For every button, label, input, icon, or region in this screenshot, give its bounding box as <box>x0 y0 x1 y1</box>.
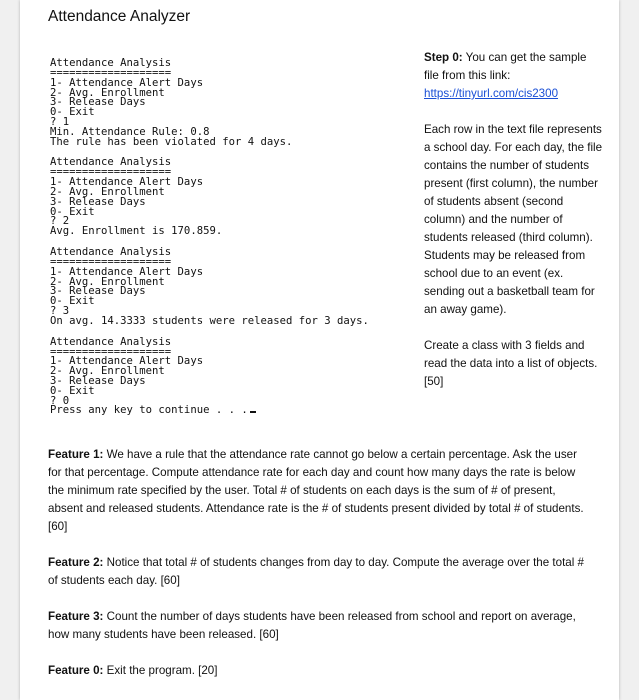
document-page <box>20 0 619 700</box>
console-heading: Attendance Analysis <box>50 156 172 169</box>
console-menu-item: 0- Exit <box>50 106 95 119</box>
console-menu-item: 3- Release Days <box>50 96 146 109</box>
console-menu-item: 0- Exit <box>50 384 95 397</box>
console-prompt: ? 0 <box>50 394 70 407</box>
features-section <box>48 446 593 698</box>
feature-label: Feature 3: <box>48 610 104 623</box>
feature-2-paragraph <box>48 554 593 590</box>
console-heading: Attendance Analysis <box>50 57 172 69</box>
console-menu-item: 2- Avg. Enrollment <box>50 185 165 198</box>
console-separator: =================== <box>50 67 172 79</box>
console-menu-item: 3- Release Days <box>50 374 146 387</box>
feature-label: Feature 2: <box>48 556 104 569</box>
console-menu-item: 1- Attendance Alert Days <box>50 76 204 89</box>
console-output-line: On avg. 14.3333 students were released for 3 days. <box>50 314 369 327</box>
class-instruction-paragraph: Create a class with 3 fields and read the data into a list of objects. [50] <box>424 339 598 388</box>
data-description-paragraph: Each row in the text file represents a school day. For each day, the file contains the number of students present (first column), the number of students absent (second column) and the number of students released (third column). Students may be released from school due to an event (ex. sending out a basketball team for an away game). <box>424 123 603 316</box>
console-block <box>50 156 420 237</box>
console-prompt: ? 2 <box>50 215 70 228</box>
console-heading: Attendance Analysis <box>50 245 172 258</box>
console-block <box>50 246 420 327</box>
cursor-icon <box>250 411 256 413</box>
feature-label: Feature 0: <box>48 664 104 677</box>
console-menu-item: 2- Avg. Enrollment <box>50 275 165 288</box>
console-output <box>50 57 420 425</box>
console-menu-item: 1- Attendance Alert Days <box>50 265 204 278</box>
feature-text: Count the number of days students have been released from school and report on average, how many students have been released. [60] <box>48 610 576 641</box>
console-menu-item: 2- Avg. Enrollment <box>50 86 165 99</box>
feature-3-paragraph <box>48 608 593 644</box>
console-separator: =================== <box>50 166 172 179</box>
step0-text: You can get the sample file from this link: <box>424 51 587 82</box>
console-menu-item: 3- Release Days <box>50 195 146 208</box>
console-output-line: The rule has been violated for 4 days. <box>50 135 293 148</box>
console-menu-item: 1- Attendance Alert Days <box>50 176 204 189</box>
console-menu-item: 3- Release Days <box>50 285 146 298</box>
console-block <box>50 336 420 417</box>
console-continue-text: Press any key to continue . . . <box>50 404 248 417</box>
console-prompt: ? 3 <box>50 304 70 317</box>
console-menu-item: 2- Avg. Enrollment <box>50 365 165 378</box>
feature-1-paragraph <box>48 446 593 536</box>
console-output-line <box>50 406 420 416</box>
feature-0-paragraph <box>48 662 593 680</box>
feature-text: Notice that total # of students changes from day to day. Compute the average over the total # of students each day. [60] <box>48 556 584 587</box>
feature-label: Feature 1: <box>48 448 104 461</box>
instructions-column <box>424 49 604 391</box>
feature-text: We have a rule that the attendance rate cannot go below a certain percentage. Ask the user for that percentage. Compute attendance rate for each day and count how many days the rate is below the minimum rate specified by the user. Total # of students on each days is the sum of # of present, absent and released students. Attendance rate is the # of students present divided by total # of students. [60] <box>48 448 584 533</box>
step0-paragraph <box>424 49 604 103</box>
console-separator: =================== <box>50 255 172 268</box>
sample-file-link[interactable]: https://tinyurl.com/cis2300 <box>424 87 559 100</box>
console-menu-item: 0- Exit <box>50 295 95 308</box>
console-menu-item: 0- Exit <box>50 205 95 218</box>
console-prompt: ? 1 <box>50 115 70 128</box>
console-menu-item: 1- Attendance Alert Days <box>50 355 204 368</box>
console-block <box>50 57 420 147</box>
step0-label: Step 0: <box>424 51 463 64</box>
console-output-line: Avg. Enrollment is 170.859. <box>50 225 223 238</box>
console-output-line: Min. Attendance Rule: 0.8 <box>50 125 210 138</box>
console-separator: =================== <box>50 345 172 358</box>
feature-text: Exit the program. [20] <box>103 664 218 677</box>
console-heading: Attendance Analysis <box>50 335 172 348</box>
document-title: Attendance Analyzer <box>48 8 191 25</box>
